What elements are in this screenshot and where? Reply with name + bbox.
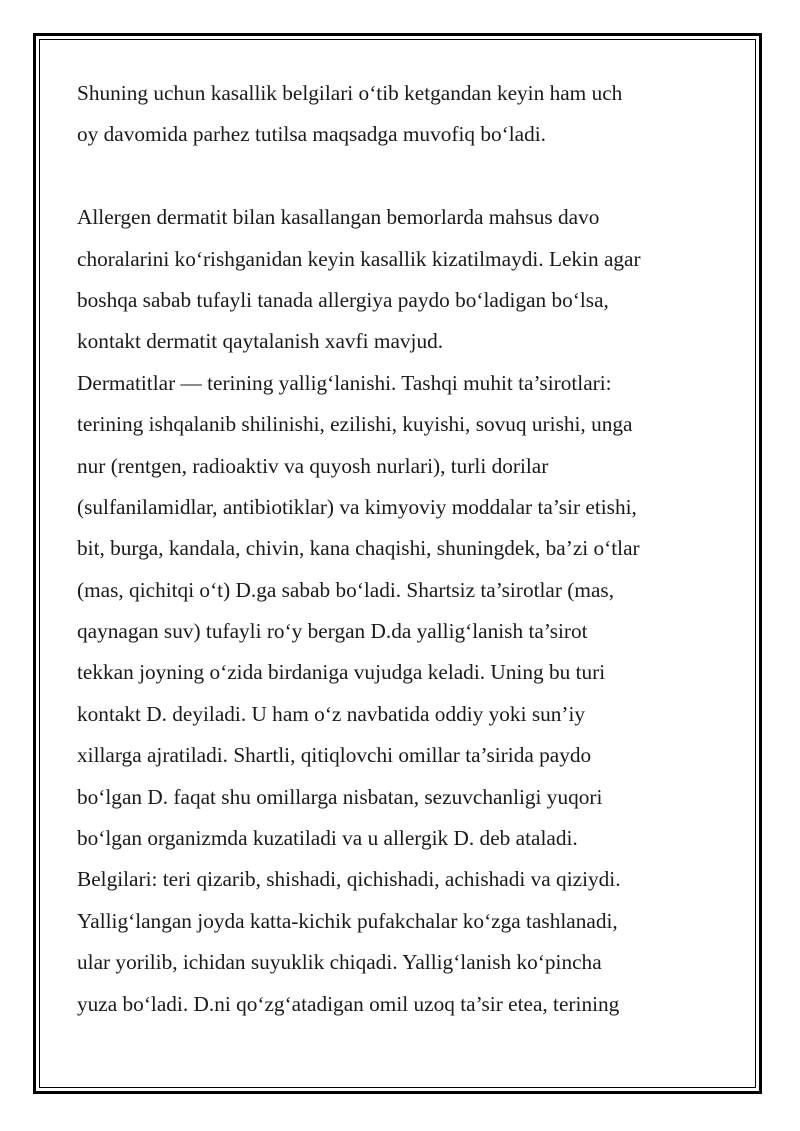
- document-body: [77, 73, 727, 1025]
- paragraph-allergen-dermatitis: [77, 197, 727, 363]
- text-line: nur (rentgen, radioaktiv va quyosh nurlari), turli dorilar: [77, 453, 549, 478]
- paragraph-gap: [77, 156, 727, 197]
- text-line: Shuning uchun kasallik belgilari o‘tib ketgandan keyin ham uch: [77, 81, 623, 105]
- text-line: qaynagan suv) tufayli ro‘y bergan D.da yallig‘lanish ta’sirot: [77, 619, 588, 644]
- text-line: (mas, qichitqi o‘t) D.ga sabab bo‘ladi. Shartsiz ta’sirotlar (mas,: [77, 577, 615, 602]
- text-line: kontakt dermatit qaytalanish xavfi mavjud.: [77, 329, 444, 354]
- text-line: ular yorilib, ichidan suyuklik chiqadi. Yallig‘lanish ko‘pincha: [77, 950, 602, 975]
- text-line: Belgilari: teri qizarib, shishadi, qichishadi, achishadi va qiziydi.: [77, 867, 621, 892]
- text-line: Dermatitlar — terining yallig‘lanishi. Tashqi muhit ta’sirotlari:: [77, 370, 612, 395]
- text-line: oy davomida parhez tutilsa maqsadga muvofiq bo‘ladi.: [77, 122, 546, 147]
- text-line: (sulfanilamidlar, antibiotiklar) va kimyoviy moddalar ta’sir etishi,: [77, 494, 637, 519]
- text-line: choralarini ko‘rishganidan keyin kasallik kizatilmaydi. Lekin agar: [77, 246, 641, 271]
- text-line: bo‘lgan organizmda kuzatiladi va u allergik D. deb ataladi.: [77, 826, 578, 851]
- text-line: bo‘lgan D. faqat shu omillarga nisbatan, sezuvchanligi yuqori: [77, 784, 603, 809]
- text-line: Yallig‘langan joyda katta-kichik pufakchalar ko‘zga tashlanadi,: [77, 908, 618, 933]
- text-line: bit, burga, kandala, chivin, kana chaqishi, shuningdek, ba’zi o‘tlar: [77, 536, 640, 561]
- text-line: xillarga ajratiladi. Shartli, qitiqlovchi omillar ta’sirida paydo: [77, 743, 592, 768]
- text-line: yuza bo‘ladi. D.ni qo‘zg‘atadigan omil uzoq ta’sir etea, terining: [77, 991, 620, 1016]
- paragraph-dermatitis-definition: [77, 363, 727, 1025]
- text-line: Allergen dermatit bilan kasallangan bemorlarda mahsus davo: [77, 205, 600, 230]
- text-line: tekkan joyning o‘zida birdaniga vujudga keladi. Uning bu turi: [77, 660, 606, 685]
- text-line: boshqa sabab tufayli tanada allergiya paydo bo‘ladigan bo‘lsa,: [77, 287, 609, 312]
- text-line: terining ishqalanib shilinishi, ezilishi, kuyishi, sovuq urishi, unga: [77, 412, 633, 437]
- paragraph-diet-advice: [77, 73, 727, 156]
- text-line: kontakt D. deyiladi. U ham o‘z navbatida oddiy yoki sun’iy: [77, 701, 586, 726]
